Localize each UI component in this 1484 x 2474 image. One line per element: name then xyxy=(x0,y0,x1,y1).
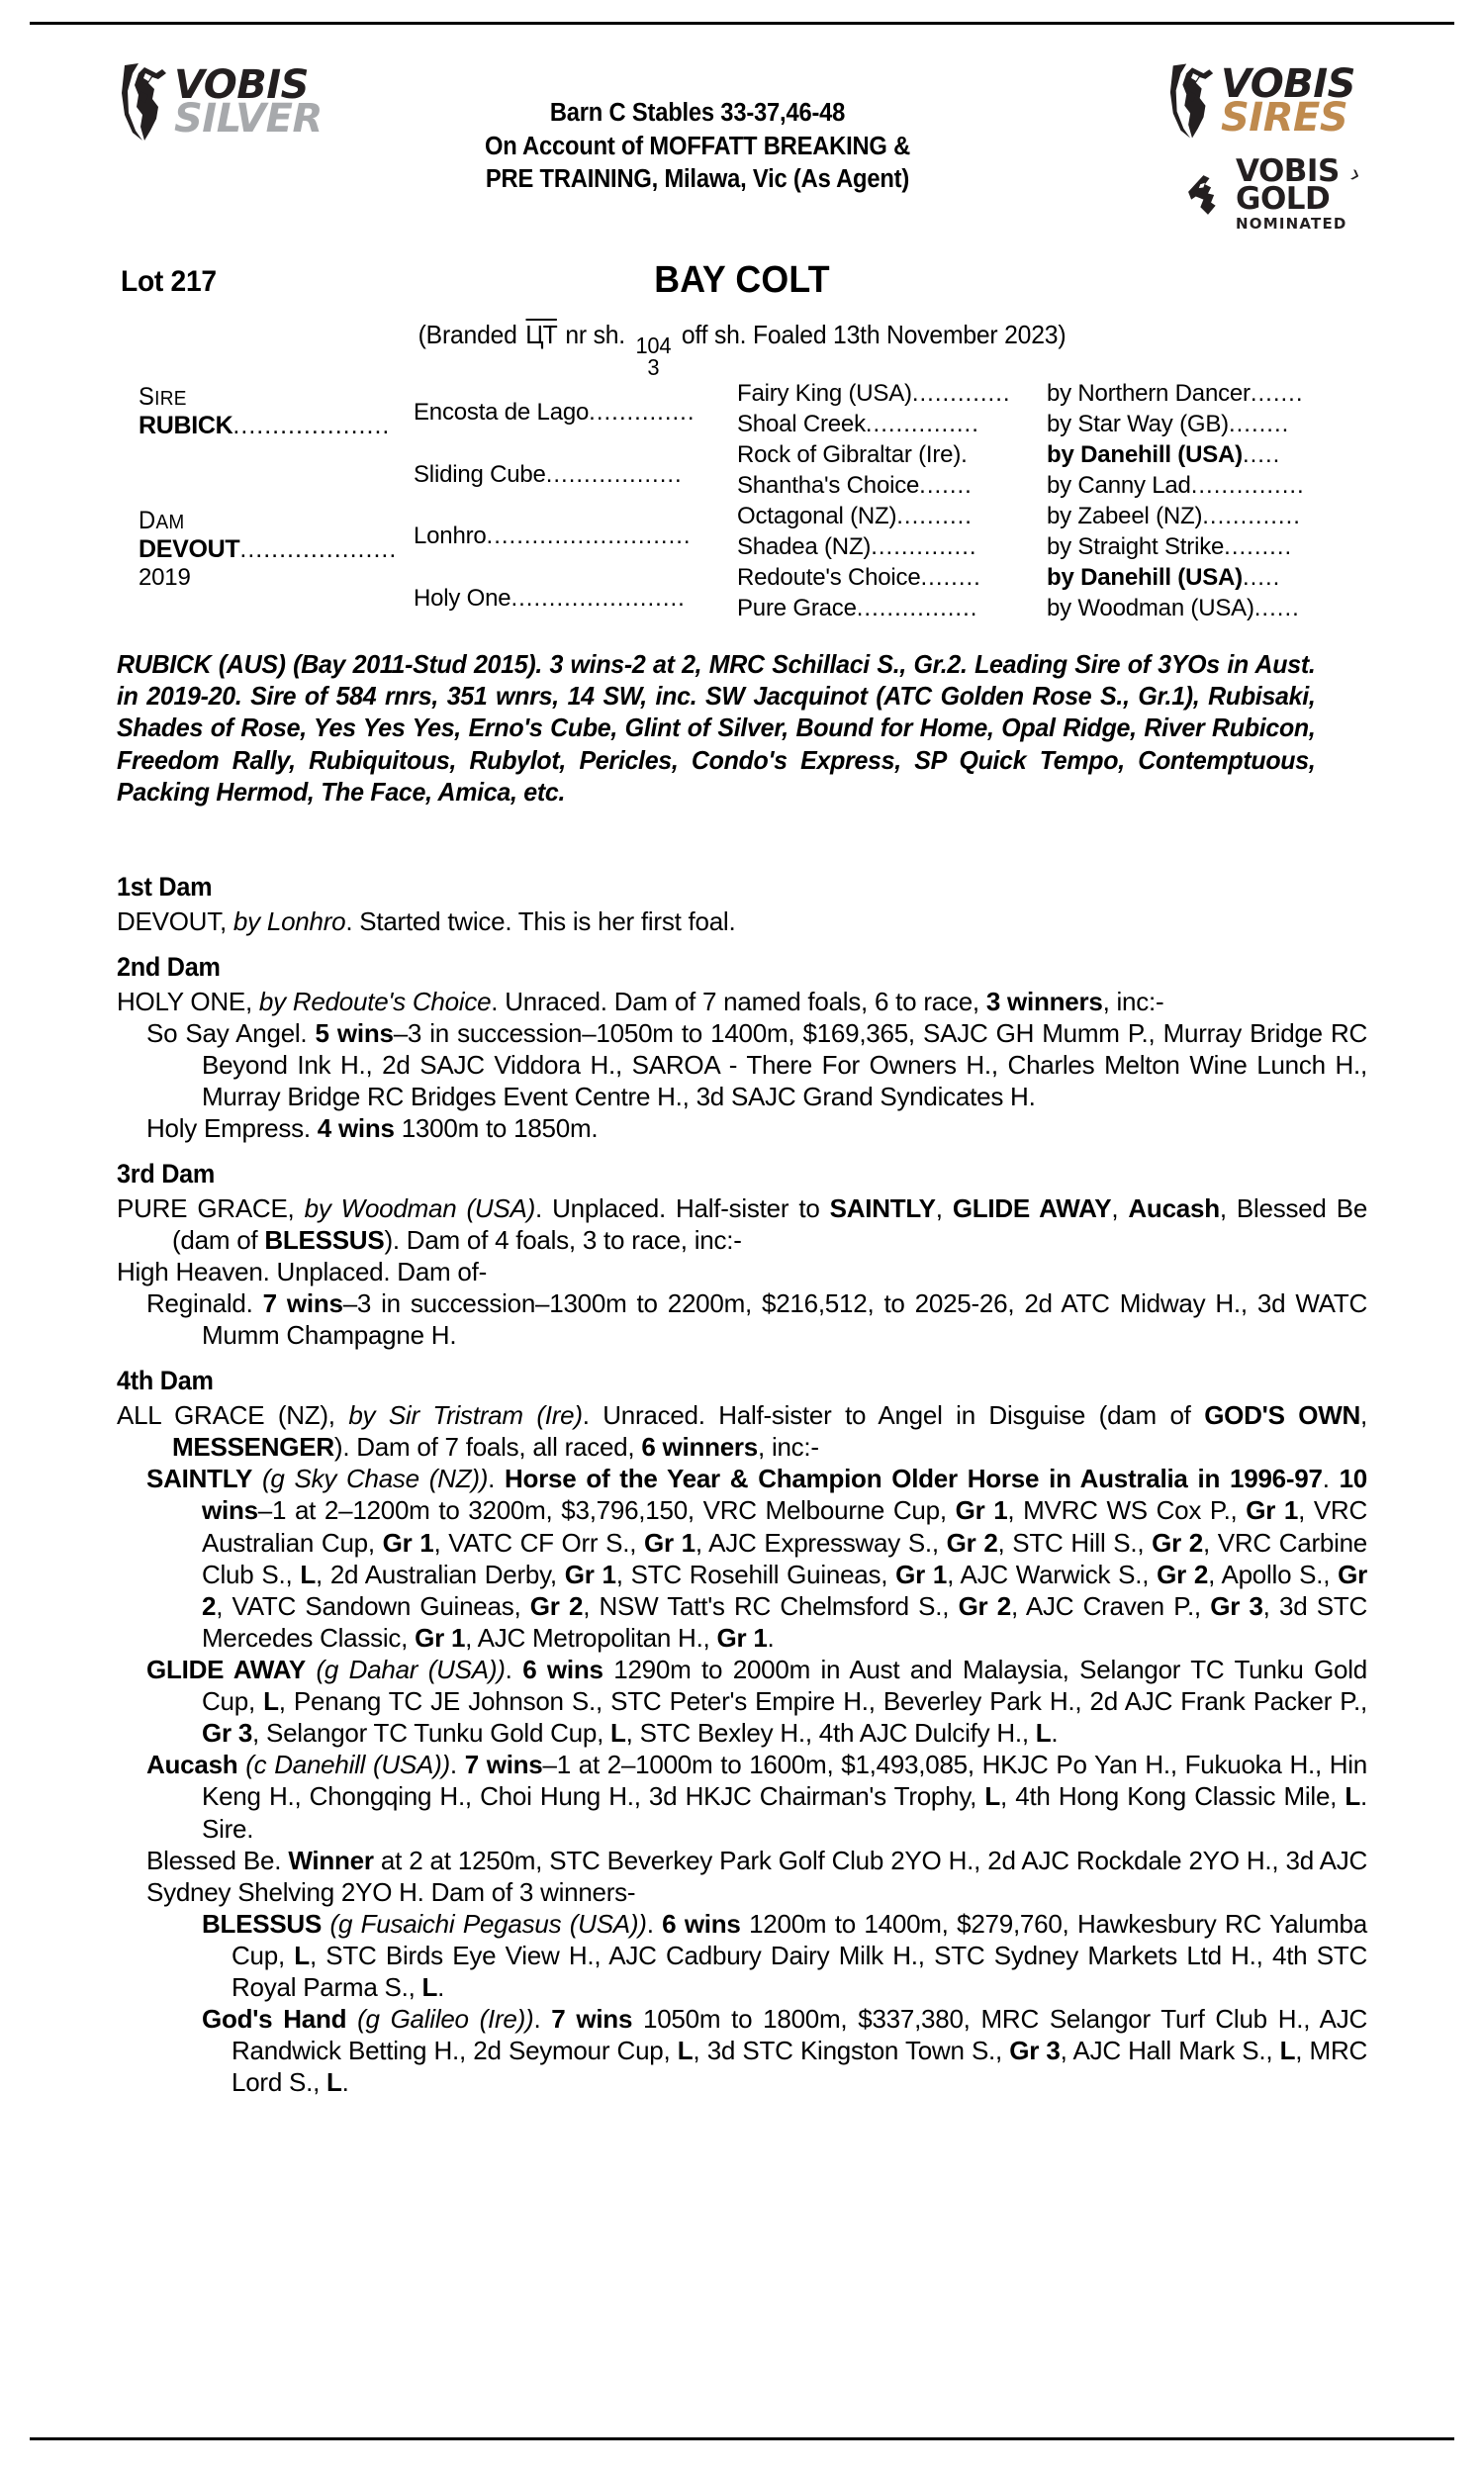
pedigree-entry: BLESSUS (g Fusaichi Pegasus (USA)). 6 wins 1200m to 1400m, $279,760, Hawkesbury RC Yalumba Cup, L, STC Birds Eye View H., AJC Cadbury Dairy Milk H., STC Sydney Markets Ltd H., 4th STC Royal Parma S., L. xyxy=(202,1908,1367,2003)
vobis-gold-line3: NOMINATED xyxy=(1236,214,1347,233)
gg-name-row: Shantha's Choice....... xyxy=(737,472,973,499)
pedigree-entry: GLIDE AWAY (g Dahar (USA)). 6 wins 1290m to 2000m in Aust and Malaysia, Selangor TC Tunku Gold Cup, L, Penang TC JE Johnson S., STC Peter's Empire H., Beverley Park H., 2d AJC Frank Packer P., Gr 3, Selangor TC Tunku Gold Cup, L, STC Bexley H., 4th AJC Dulcify H., L. xyxy=(146,1654,1367,1749)
gg-name-row: Shadea (NZ).............. xyxy=(737,533,977,560)
gg-sire-1: by Star Way (GB) xyxy=(1047,411,1229,437)
dam-year: 2019 xyxy=(139,564,191,591)
pedigree-entry: So Say Angel. 5 wins–3 in succession–1050m to 1400m, $169,365, SAJC GH Mumm P., Murray Bridge RC Beyond Ink H., 2d SAJC Viddora H., SAROA - There For Owners H., Charles Melton Wine Lunch H., Murray Bridge RC Bridges Event Centre H., 3d SAJC Grand Syndicates H. xyxy=(146,1017,1368,1111)
gg-sire-row: by Straight Strike......... xyxy=(1047,533,1293,560)
gg-name-row: Shoal Creek............... xyxy=(737,411,979,437)
brand-mark-glyph: ЦT xyxy=(525,320,557,349)
barn-line-2: On Account of MOFFATT BREAKING & xyxy=(484,132,911,160)
pedigree-entry: Holy Empress. 4 wins 1300m to 1850m. xyxy=(146,1112,599,1143)
vobis-silver-line2: SILVER xyxy=(174,96,323,142)
branding-line xyxy=(38,319,1447,379)
gg-sire-5: by Straight Strike xyxy=(1047,533,1225,560)
gg-sire-row: by Star Way (GB)........ xyxy=(1047,411,1290,437)
vobis-sires-line2: SIRES xyxy=(1221,95,1348,141)
pedigree-entry: SAINTLY (g Sky Chase (NZ)). Horse of the Year & Champion Older Horse in Australia in 1996-97. 10 wins–1 at 2–1200m to 3200m, $3,796,150, VRC Melbourne Cup, Gr 1, MVRC WS Cox P., Gr 1, VRC Australian Cup, Gr 1, VATC CF Orr S., Gr 1, AJC Expressway S., Gr 2, STC Hill S., Gr 2, VRC Carbine Club S., L, 2d Australian Derby, Gr 1, STC Rosehill Guineas, Gr 1, AJC Warwick S., Gr 2, Apollo S., Gr 2, VATC Sandown Guineas, Gr 2, NSW Tatt's RC Chelmsford S., Gr 2, AJC Craven P., Gr 3, 3d STC Mercedes Classic, Gr 1, AJC Metropolitan H., Gr 1. xyxy=(146,1464,1368,1653)
grandparent-row: Encosta de Lago.............. xyxy=(414,398,696,426)
gg-sire-row: by Woodman (USA)...... xyxy=(1047,595,1300,621)
brand-number-denominator: 3 xyxy=(647,354,660,381)
dam-section-heading: 2nd Dam xyxy=(117,951,221,982)
gg-sire-row: by Danehill (USA)..... xyxy=(1047,564,1281,591)
pedigree-entry: ALL GRACE (NZ), by Sir Tristram (Ire). Unraced. Half-sister to Angel in Disguise (dam of GOD'S OWN, MESSENGER). Dam of 7 foals, all raced, 6 winners, inc:- xyxy=(117,1400,1367,1463)
gg-sire-3: by Canny Lad xyxy=(1047,472,1191,499)
vobis-gold-line1: VOBIS xyxy=(1236,153,1340,189)
vobis-silver-line1: VOBIS xyxy=(174,61,309,108)
bottom-rule xyxy=(30,2437,1454,2440)
gg-name-row: Redoute's Choice........ xyxy=(737,564,981,591)
gg-sire-row: by Zabeel (NZ)............. xyxy=(1047,503,1301,529)
sire-label: SIRE xyxy=(139,383,187,411)
gg-sire-7: by Woodman (USA) xyxy=(1047,595,1254,621)
pedigree-entry: Aucash (c Danehill (USA)). 7 wins–1 at 2–1000m to 1600m, $1,493,085, HKJC Po Yan H., Fukuoka H., Hin Keng H., Chongqing H., Choi Hung H., 3d HKJC Chairman's Trophy, L, 4th Hong Kong Classic Mile, L. Sire. xyxy=(146,1750,1367,1844)
gg-sire-0: by Northern Dancer xyxy=(1047,380,1251,407)
jockey-horse-icon xyxy=(1185,172,1231,218)
gg-name-row: Octagonal (NZ).......... xyxy=(737,503,973,529)
barn-account-block xyxy=(325,97,1069,197)
pedigree-table xyxy=(0,371,1484,623)
lot-number: Lot 217 xyxy=(121,265,217,298)
vobis-gold-logo xyxy=(1185,153,1383,238)
pedigree-entry: Reginald. 7 wins–3 in succession–1300m to 2200m, $216,512, to 2025-26, 2d ATC Midway H., 3d WATC Mumm Champagne H. xyxy=(146,1288,1367,1351)
grandparent-row: Lonhro........................... xyxy=(414,522,692,549)
page-header xyxy=(0,0,1484,233)
pedigree-entry: PURE GRACE, by Woodman (USA). Unplaced. Half-sister to SAINTLY, GLIDE AWAY, Aucash, Blessed Be (dam of BLESSUS). Dam of 4 foals, 3 to race, inc:- xyxy=(117,1192,1368,1255)
pedigree-entry: DEVOUT, by Lonhro. Started twice. This is her first foal. xyxy=(117,905,736,936)
grandparent-row: Holy One....................... xyxy=(414,584,686,612)
page-title: BAY COLT xyxy=(654,259,830,301)
pedigree-entry: Blessed Be. Winner at 2 at 1250m, STC Beverkey Park Golf Club 2YO H., 2d AJC Rockdale 2YO H., 3d AJC Sydney Shelving 2YO H. Dam of 3 winners- xyxy=(146,1845,1367,1907)
gg-sire-row: by Northern Dancer....... xyxy=(1047,380,1304,407)
dam-section-heading: 1st Dam xyxy=(117,872,213,902)
barn-line-1: Barn C Stables 33-37,46-48 xyxy=(549,99,846,127)
sire-summary-paragraph: RUBICK (AUS) (Bay 2011-Stud 2015). 3 wins-2 at 2, MRC Schillaci S., Gr.2. Leading Sire of 3YOs in Aust. in 2019-20. Sire of 584 rnrs, 351 wnrs, 14 SW, inc. SW Jacquinot (ATC Golden Rose S., Gr.1), Rubisaki, Shades of Rose, Yes Yes Yes, Erno's Cube, Glint of Silver, Bound for Home, Opal Ridge, River Rubicon, Freedom Rally, Rubiquitous, Rubylot, Pericles, Condo's Express, SP Quick Tempo, Contemptuous, Packing Hermod, The Face, Amica, etc. xyxy=(117,649,1316,807)
branded-suffix: off sh. Foaled 13th November 2023) xyxy=(681,320,1067,349)
dam-label: DAM xyxy=(139,507,185,534)
gold-swoosh-icon: › xyxy=(1346,157,1364,189)
gg-name-row: Rock of Gibraltar (Ire). xyxy=(737,441,968,468)
pedigree-entry: High Heaven. Unplaced. Dam of- xyxy=(117,1257,488,1287)
branded-mid: nr sh. xyxy=(565,320,625,349)
pedigree-col-parents xyxy=(139,371,406,623)
brand-number-numerator: 104 xyxy=(635,333,672,359)
sire-name: RUBICK.................... xyxy=(139,412,391,439)
grandparent-row: Sliding Cube.................. xyxy=(414,460,683,488)
lot-title-row xyxy=(0,259,1484,313)
dam-name: DEVOUT.................... xyxy=(139,535,398,563)
pedigree-col-gg-sires xyxy=(1047,371,1462,623)
gg-sire-6: by Danehill (USA) xyxy=(1047,564,1243,591)
branded-prefix: (Branded xyxy=(417,320,517,349)
pedigree-narrative xyxy=(117,871,1367,2098)
barn-line-3: PRE TRAINING, Milawa, Vic (As Agent) xyxy=(485,165,910,194)
vobis-silver-logo xyxy=(119,61,323,170)
gg-sire-4: by Zabeel (NZ) xyxy=(1047,503,1203,529)
gg-name-row: Pure Grace................ xyxy=(737,595,978,621)
jockey-horse-icon xyxy=(1167,61,1217,141)
vobis-gold-line2: GOLD xyxy=(1236,180,1331,217)
pedigree-entry: HOLY ONE, by Redoute's Choice. Unraced. Dam of 7 named foals, 6 to race, 3 winners, inc:- xyxy=(117,986,1164,1016)
pedigree-col-gg-names xyxy=(737,371,1083,623)
gg-sire-2: by Danehill (USA) xyxy=(1047,441,1243,468)
gg-name-row: Fairy King (USA)............. xyxy=(737,380,1011,407)
jockey-horse-icon xyxy=(119,61,170,143)
pedigree-col-grandparents xyxy=(414,371,740,623)
dam-section-heading: 4th Dam xyxy=(117,1366,214,1396)
vobis-sires-logo xyxy=(1167,60,1355,155)
pedigree-entry: God's Hand (g Galileo (Ire)). 7 wins 1050m to 1800m, $337,380, MRC Selangor Turf Club H., AJC Randwick Betting H., 2d Seymour Cup, L, 3d STC Kingston Town S., Gr 3, AJC Hall Mark S., L, MRC Lord S., L. xyxy=(202,2004,1367,2098)
dam-group xyxy=(139,507,406,592)
sire-group xyxy=(139,383,406,440)
gg-sire-row: by Danehill (USA)..... xyxy=(1047,441,1281,468)
gg-sire-row: by Canny Lad............... xyxy=(1047,472,1305,499)
dam-section-heading: 3rd Dam xyxy=(117,1159,216,1189)
vobis-sires-line1: VOBIS xyxy=(1221,60,1355,107)
